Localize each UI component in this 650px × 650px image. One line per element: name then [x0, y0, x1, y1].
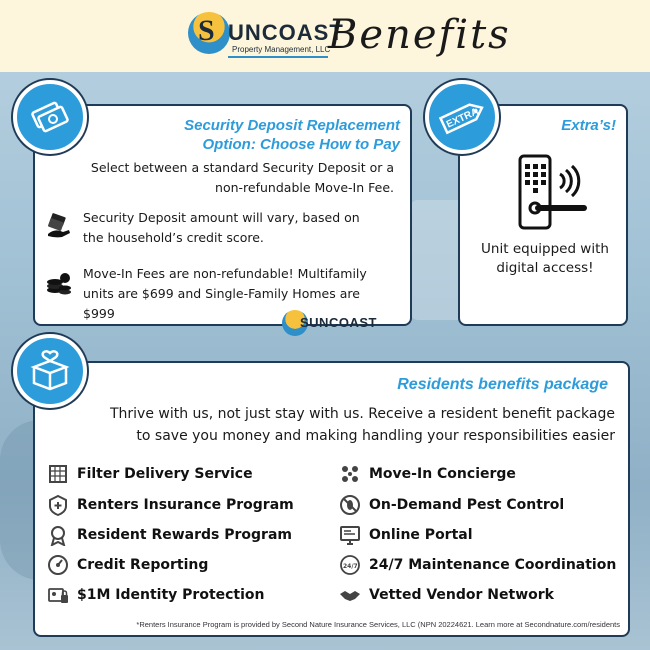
identity-icon	[47, 584, 69, 606]
benefit-label: Online Portal	[369, 527, 473, 543]
cash-hand-icon	[45, 212, 73, 240]
benefit-online-portal	[339, 524, 473, 546]
watermark-name: SUNCOAST	[300, 315, 377, 330]
benefit-credit-reporting	[47, 554, 208, 576]
benefit-label: On-Demand Pest Control	[369, 497, 565, 513]
logo-subtitle: Property Management, LLC	[232, 45, 331, 54]
benefit-label: Vetted Vendor Network	[369, 587, 554, 603]
benefit-label: 24/7 Maintenance Coordination	[369, 557, 617, 573]
security-title: Security Deposit Replacement Option: Choose How to Pay	[184, 117, 400, 153]
residents-intro: Thrive with us, not just stay with us. Receive a resident benefit package to save you money and making handling your responsibilities easier	[109, 406, 615, 444]
page-title: Benefits	[328, 12, 511, 58]
insurance-icon	[47, 494, 69, 516]
benefit-maintenance-coordination	[339, 554, 616, 576]
benefit-label: Filter Delivery Service	[77, 466, 253, 482]
extras-text: Unit equipped with digital access!	[481, 241, 609, 276]
logo	[188, 8, 511, 64]
benefit-filter-delivery	[47, 463, 253, 485]
benefit-identity-protection	[47, 584, 265, 606]
extra-tag-label: EXTRA	[444, 106, 481, 131]
footnote: *Renters Insurance Program is provided by Second Nature Insurance Services, LLC (NPN 20224621. Learn more at Secondnature.com/residents	[136, 620, 620, 629]
benefit-label: Move-In Concierge	[369, 466, 516, 482]
money-icon	[13, 80, 87, 154]
logo-underline	[228, 56, 328, 58]
benefit-label: Renters Insurance Program	[77, 497, 294, 513]
benefit-label: $1M Identity Protection	[77, 587, 265, 603]
extra-tag-icon	[425, 80, 499, 154]
pest-icon	[339, 494, 361, 516]
portal-icon	[339, 524, 361, 546]
logo-name: UNCOAST	[228, 20, 344, 45]
handshake-icon	[339, 584, 361, 606]
benefit-pest-control	[339, 494, 564, 516]
gift-box-icon	[13, 334, 87, 408]
benefit-vendor-network	[339, 584, 554, 606]
watermark-logo	[282, 310, 382, 340]
benefit-move-in-concierge	[339, 463, 516, 485]
benefit-resident-rewards	[47, 524, 292, 546]
benefit-renters-insurance	[47, 494, 294, 516]
svg-text:24/7: 24/7	[343, 563, 358, 570]
residents-benefits-card	[33, 361, 630, 637]
coin-stack-icon	[45, 270, 73, 298]
security-item-fees: Move-In Fees are non-refundable! Multifamily units are $699 and Single-Family Homes are $999	[83, 266, 367, 321]
security-intro: Select between a standard Security Deposit or a non-refundable Move-In Fee.	[90, 160, 394, 195]
logo-letter: S	[198, 14, 215, 47]
residents-title: Residents benefits package	[397, 376, 608, 393]
header-banner	[0, 0, 650, 72]
digital-lock-icon	[514, 152, 594, 232]
rewards-icon	[47, 524, 69, 546]
credit-icon	[47, 554, 69, 576]
extras-title: Extra’s!	[561, 117, 616, 134]
maintenance-icon	[339, 554, 361, 576]
benefit-label: Credit Reporting	[77, 557, 209, 573]
filter-icon	[47, 463, 69, 485]
security-item-deposit: Security Deposit amount will vary, based on the household’s credit score.	[83, 210, 360, 245]
benefit-label: Resident Rewards Program	[77, 527, 292, 543]
concierge-icon	[339, 463, 361, 485]
security-deposit-card	[33, 104, 412, 326]
